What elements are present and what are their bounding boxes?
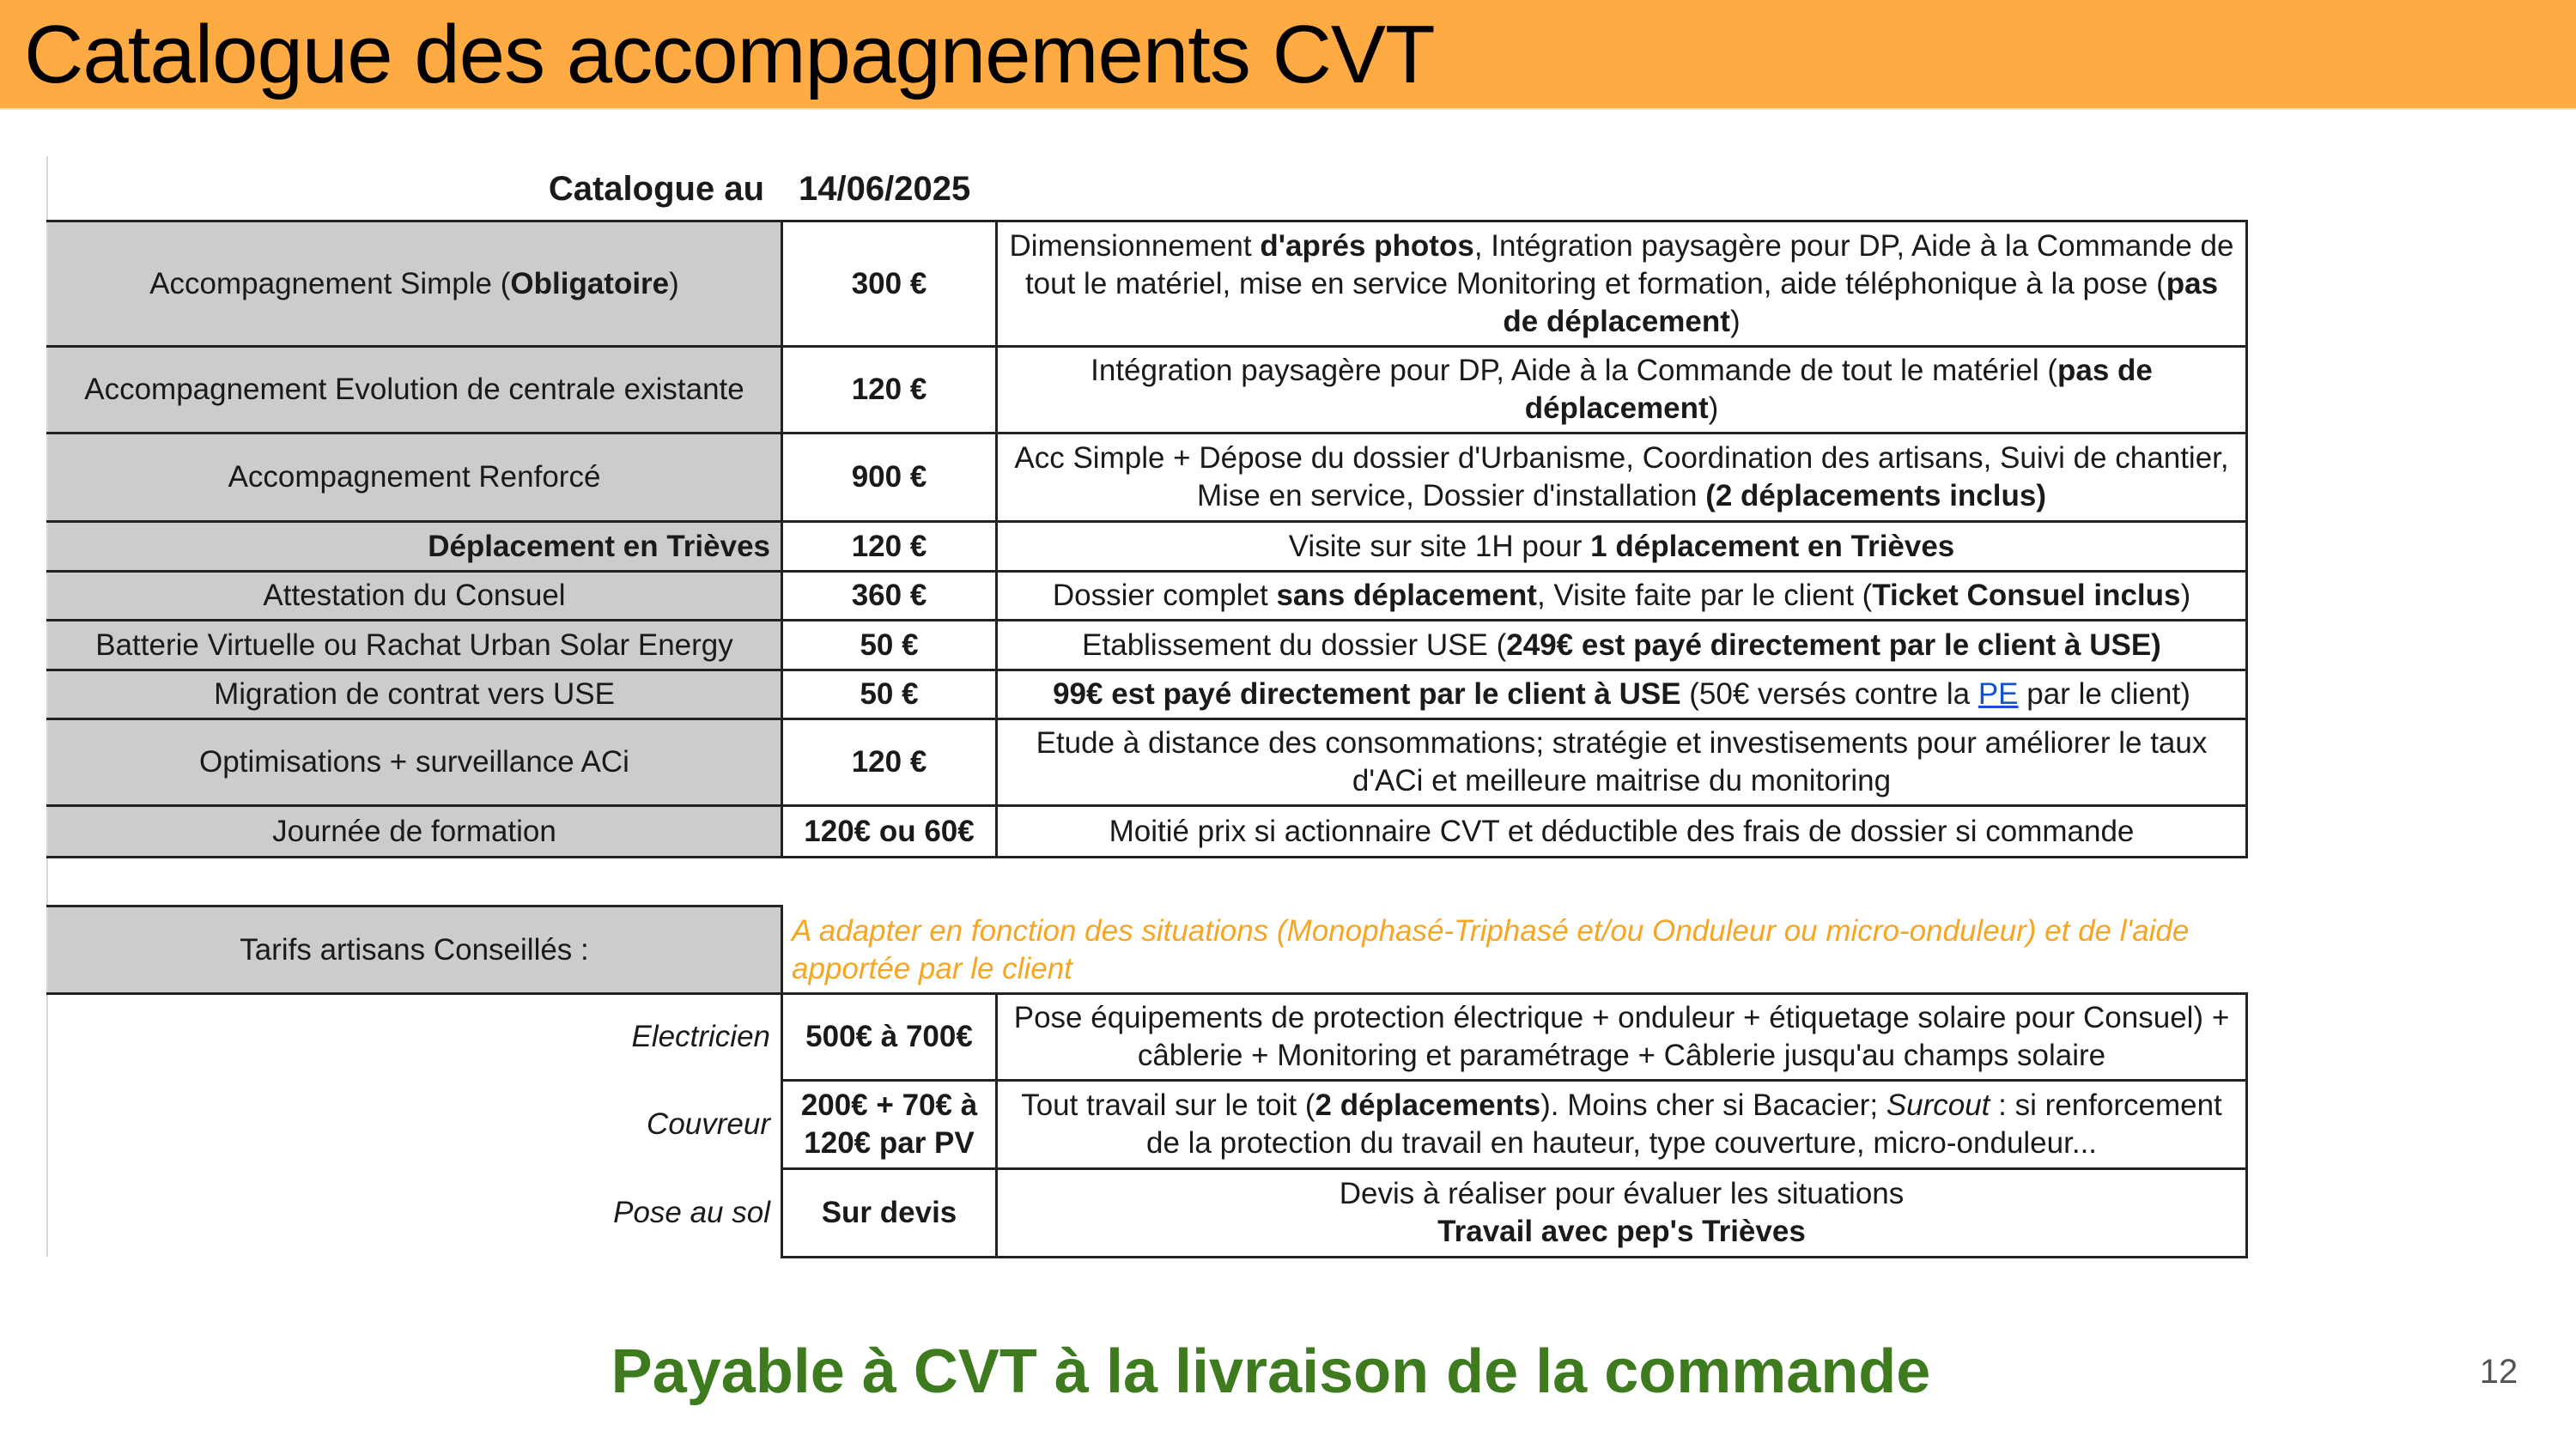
payment-note-text: Payable à CVT à la livraison de la commande xyxy=(611,1337,1931,1406)
text-segment: Dimensionnement xyxy=(1009,228,1261,263)
grid-line xyxy=(46,432,2248,434)
grid-line xyxy=(46,520,2248,523)
page-number: 12 xyxy=(2479,1353,2518,1391)
emphasis-text: Ticket Consuel inclus xyxy=(1872,579,2181,612)
text-segment: Migration de contrat vers USE xyxy=(214,677,615,711)
grid-line xyxy=(2245,992,2248,1258)
payment-note xyxy=(0,1336,2576,1408)
emphasis-text: 249€ est payé directement par le client à USE) xyxy=(1506,627,2161,662)
price-cell: 120 € xyxy=(851,529,927,563)
artisan-description-text xyxy=(1340,1175,1905,1251)
description-text xyxy=(1109,813,2135,851)
price-cell: 900 € xyxy=(851,460,927,494)
text-segment: Accompagnement Renforcé xyxy=(228,460,601,494)
grid-line xyxy=(781,992,2248,995)
emphasis-text: sans déplacement xyxy=(1276,579,1537,612)
description-cell xyxy=(998,807,2245,856)
service-name-cell xyxy=(48,348,781,432)
service-name-cell xyxy=(48,573,781,619)
artisan-description-text xyxy=(1008,999,2235,1075)
emphasis-text: 1 déplacement en Trièves xyxy=(1590,529,1955,563)
text-segment: Batterie Virtuelle ou Rachat Urban Solar Energy xyxy=(95,627,733,662)
artisan-price-cell: Sur devis xyxy=(821,1196,957,1229)
emphasis-text: Déplacement en Trièves xyxy=(428,529,770,563)
text-segment: ) xyxy=(2180,579,2191,612)
text-segment: Intégration paysagère pour DP, Aide à la Commande de tout le matériel ( xyxy=(1091,354,2057,387)
catalog-date-value: 14/06/2025 xyxy=(799,170,971,208)
description-cell xyxy=(998,621,2245,669)
text-segment: Surcout xyxy=(1886,1088,1990,1122)
text-segment: , Visite faite par le client ( xyxy=(1536,579,1873,612)
text-segment: , Intégration paysagère pour DP, Aide à la Commande de tout le matériel, mise en service Monitoring et formation, aide téléphonique à la pose ( xyxy=(1024,228,2234,300)
text-segment: Optimisations + surveillance ACi xyxy=(199,745,629,779)
grid-line xyxy=(46,345,2248,348)
description-cell xyxy=(998,434,2245,520)
text-segment: par le client) xyxy=(2018,677,2190,711)
description-text xyxy=(1008,227,2235,341)
trade-cell: Pose au sol xyxy=(613,1196,770,1229)
service-name-cell xyxy=(48,523,781,570)
emphasis-text: d'aprés photos xyxy=(1260,228,1474,263)
text-segment: Accompagnement Simple ( xyxy=(149,266,511,300)
text-segment: Attestation du Consuel xyxy=(263,579,566,612)
trade-cell: Electricien xyxy=(631,1020,770,1053)
artisan-description-cell xyxy=(998,1170,2245,1256)
grid-line xyxy=(46,992,783,995)
text-segment: Etablissement du dossier USE ( xyxy=(1082,627,1507,662)
artisan-price-cell: 500€ à 700€ xyxy=(805,1020,973,1053)
description-cell xyxy=(998,720,2245,804)
artisan-description-cell xyxy=(998,995,2245,1079)
text-segment: Accompagnement Evolution de centrale existante xyxy=(84,373,744,406)
description-cell xyxy=(998,348,2245,432)
text-segment: : si renforcement de la protection du travail en hauteur, type couverture, micro-onduleur... xyxy=(1145,1088,2222,1160)
grid-line xyxy=(781,1167,2248,1170)
artisans-note: A adapter en fonction des situations (Monophasé-Triphasé et/ou Onduleur ou micro-onduleur) et de l'aide apportée par le client xyxy=(792,913,2190,985)
text-segment: Acc Simple + Dépose du dossier d'Urbanisme, Coordination des artisans, Suivi de chantier, Mise en service, Dossier d'installation xyxy=(1014,441,2229,512)
emphasis-text: Travail avec pep's Trièves xyxy=(1437,1215,1806,1248)
text-segment: Etude à distance des consommations; stratégie et investisements pour améliorer le taux d'ACi et meilleure maitrise du monitoring xyxy=(1036,726,2208,797)
emphasis-text: 2 déplacements xyxy=(1315,1088,1541,1122)
price-cell: 300 € xyxy=(851,266,927,300)
description-cell xyxy=(998,573,2245,619)
grid-line xyxy=(46,718,2248,720)
emphasis-text: (2 déplacements inclus) xyxy=(1705,479,2046,512)
description-text xyxy=(1008,724,2235,800)
description-text xyxy=(1053,676,2190,713)
text-segment: Moitié prix si actionnaire CVT et déductible des frais de dossier si commande xyxy=(1109,814,2135,848)
service-name-cell xyxy=(48,434,781,520)
text-segment: Journée de formation xyxy=(272,814,556,848)
service-name-cell xyxy=(48,222,781,345)
text-segment: Visite sur site 1H pour xyxy=(1288,529,1591,563)
emphasis-text: pas de déplacement xyxy=(1524,354,2153,425)
artisans-header-cell: Tarifs artisans Conseillés : xyxy=(48,907,781,992)
description-text xyxy=(1053,577,2190,615)
description-cell xyxy=(998,222,2245,345)
price-cell: 50 € xyxy=(860,677,919,711)
price-cell: 360 € xyxy=(851,579,927,612)
description-text xyxy=(1082,627,2161,664)
slide-title: Catalogue des accompagnements CVT xyxy=(24,9,1435,100)
service-name-cell xyxy=(48,621,781,669)
title-bar xyxy=(0,0,2576,110)
emphasis-text: pas de déplacement xyxy=(1503,266,2219,338)
text-segment: Pose équipements de protection électrique + onduleur + étiquetage solaire pour Consuel) + câblerie + Monitoring et paramétrage + Câblerie jusqu'au champs solaire xyxy=(1013,1001,2230,1072)
text-segment: Tout travail sur le toit ( xyxy=(1021,1088,1315,1122)
price-cell: 120€ ou 60€ xyxy=(804,814,975,848)
grid-line xyxy=(46,804,2248,807)
description-cell xyxy=(998,523,2245,570)
grid-line xyxy=(781,1079,2248,1082)
pe-link[interactable]: PE xyxy=(1978,677,2019,711)
description-text xyxy=(1289,528,1955,566)
text-segment: ). Moins cher si Bacacier; xyxy=(1540,1088,1886,1122)
text-segment: ) xyxy=(669,266,679,300)
grid-line xyxy=(2245,220,2248,858)
service-name-cell xyxy=(48,671,781,718)
grid-line xyxy=(781,905,783,995)
description-text xyxy=(1008,440,2235,515)
text-segment: Devis à réaliser pour évaluer les situations xyxy=(1339,1177,1905,1210)
grid-line xyxy=(995,220,998,858)
trade-cell: Couvreur xyxy=(647,1107,770,1141)
grid-line xyxy=(46,669,2248,671)
grid-line xyxy=(46,619,2248,621)
price-cell: 120 € xyxy=(851,373,927,406)
service-name-cell xyxy=(48,720,781,804)
artisan-price-cell: 200€ + 70€ à 120€ par PV xyxy=(800,1088,978,1160)
catalog-date-label: Catalogue au xyxy=(548,170,764,208)
grid-line xyxy=(781,1256,2248,1258)
emphasis-text: Obligatoire xyxy=(510,266,670,300)
text-segment: (50€ versés contre la xyxy=(1680,677,1978,711)
emphasis-text: 99€ est payé directement par le client à USE xyxy=(1053,677,1681,711)
grid-line xyxy=(46,570,2248,573)
artisan-description-text xyxy=(1008,1087,2235,1162)
text-segment: ) xyxy=(1708,391,1719,425)
description-text xyxy=(1008,352,2235,427)
artisan-description-cell xyxy=(998,1082,2245,1167)
price-cell: 120 € xyxy=(851,745,927,779)
grid-line xyxy=(995,992,998,1258)
grid-line xyxy=(781,992,783,1258)
service-name-cell xyxy=(48,807,781,856)
grid-line xyxy=(46,220,2248,222)
price-cell: 50 € xyxy=(860,627,919,662)
text-segment: ) xyxy=(1729,304,1741,338)
text-segment: Dossier complet xyxy=(1052,579,1277,612)
grid-line xyxy=(46,856,2248,858)
grid-line xyxy=(781,220,783,858)
description-cell xyxy=(998,671,2245,718)
